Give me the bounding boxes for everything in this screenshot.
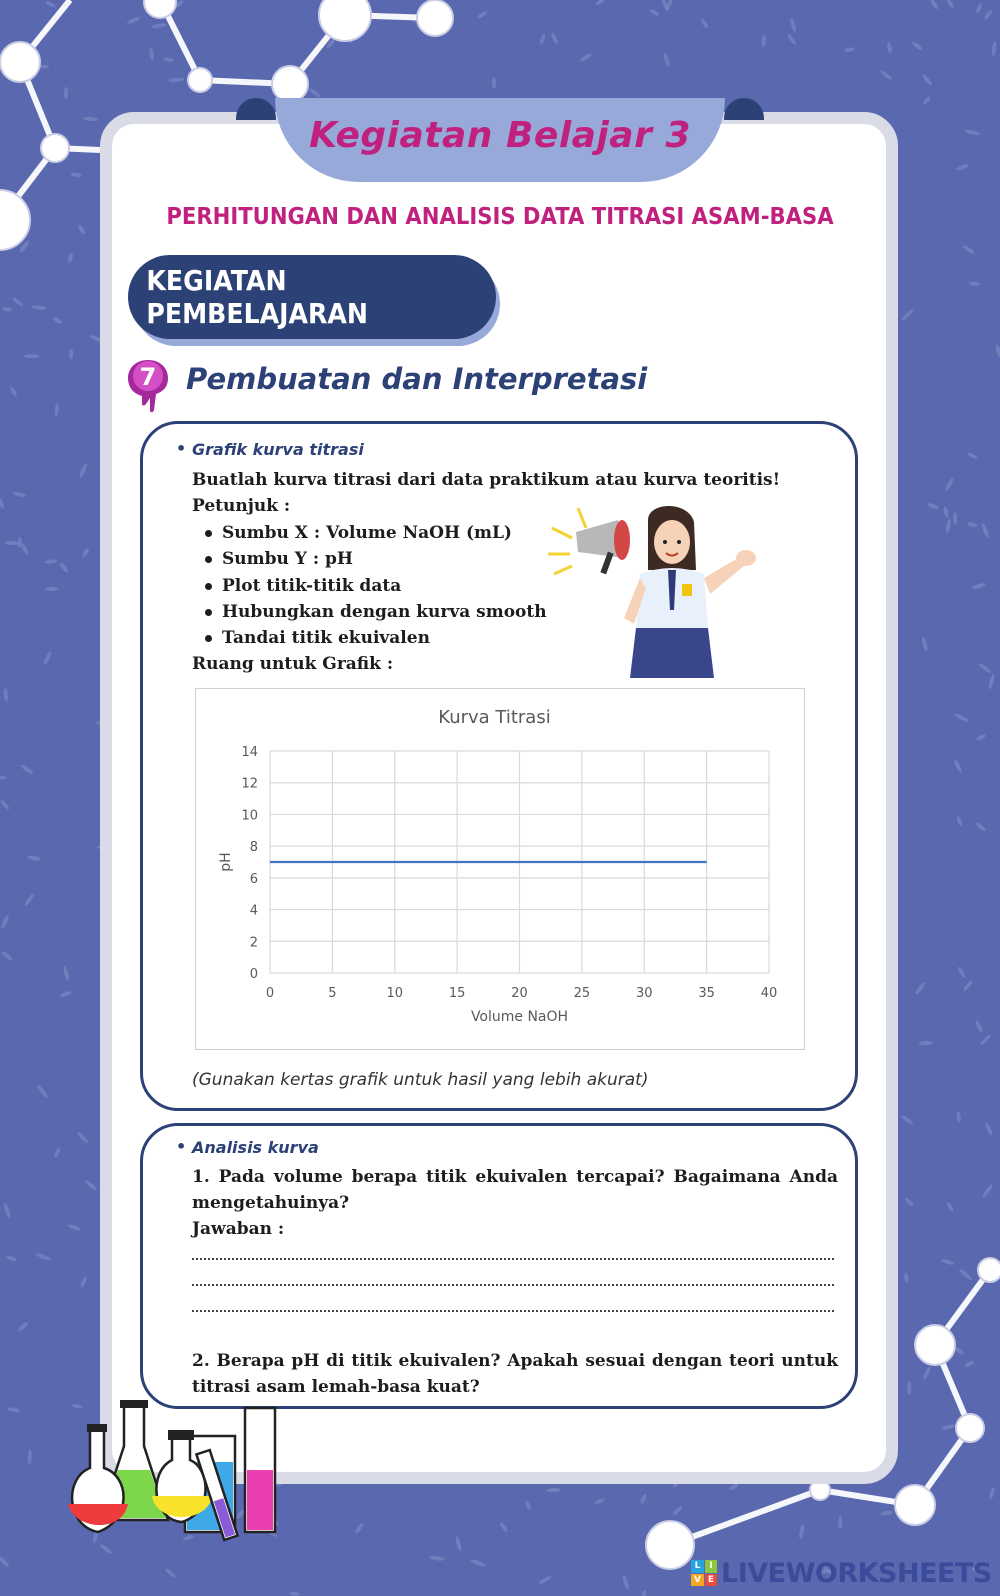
answer-line-1[interactable] [192,1258,834,1260]
answer-line-2[interactable] [192,1284,834,1286]
step-number-badge [126,358,170,414]
question-1: 1. Pada volume berapa titik ekuivalen tercapai? Bagaimana Anda mengetahuinya? [192,1167,838,1213]
list-item: Sumbu X : Volume NaOH (mL) [222,520,547,546]
list-item: Hubungkan dengan kurva smooth [222,599,547,625]
y-tick-label: 2 [249,935,258,951]
jawaban-label: Jawaban : [192,1219,285,1239]
titration-chart [195,688,805,1050]
step-number: 7 [139,363,157,391]
header-tab [275,98,725,182]
logo-letter: E [705,1574,718,1587]
lab-glassware-illustration [60,1400,295,1550]
grafik-instruction: Buatlah kurva titrasi dari data praktikum atau kurva teoritis! [192,470,781,490]
y-tick-label: 4 [249,903,258,919]
step-title: Pembuatan dan Interpretasi [186,362,648,396]
logo-letter: L [691,1560,704,1573]
x-tick-label: 15 [448,986,466,1001]
y-tick-label: 14 [241,745,258,760]
petunjuk-list [222,520,547,651]
answer-line-3[interactable] [192,1310,834,1312]
x-tick-label: 5 [328,986,337,1001]
x-tick-label: 30 [635,986,653,1001]
list-item: Plot titik-titik data [222,573,547,599]
y-tick-label: 10 [241,808,258,824]
chart-canvas [196,689,806,1051]
logo-letter: I [705,1560,718,1573]
x-tick-label: 25 [573,986,591,1001]
list-item: Sumbu Y : pH [222,546,547,572]
chart-title: Kurva Titrasi [438,707,551,728]
liveworksheets-logo [691,1560,717,1586]
liveworksheets-watermark[interactable] [691,1556,992,1590]
y-tick-label: 12 [241,776,258,792]
section-pill [128,255,496,339]
list-item: Tandai titik ekuivalen [222,625,547,651]
y-tick-label: 0 [249,967,258,982]
x-tick-label: 35 [698,986,715,1001]
ruang-grafik-label: Ruang untuk Grafik : [192,654,394,674]
lesson-subtitle: PERHITUNGAN DAN ANALISIS DATA TITRASI ASAM-BASA [166,204,834,230]
logo-letter: V [691,1574,704,1587]
petunjuk-label: Petunjuk : [192,496,291,516]
question-2: 2. Berapa pH di titik ekuivalen? Apakah sesuai dengan teori untuk titrasi asam lemah-basa kuat? [192,1351,838,1397]
analisis-heading: • Analisis kurva [192,1138,319,1157]
y-axis-label: pH [218,852,234,872]
x-tick-label: 40 [760,986,778,1001]
x-tick-label: 10 [386,986,404,1001]
y-tick-label: 6 [249,871,258,887]
lesson-title: Kegiatan Belajar 3 [309,114,691,156]
section-pill-label: KEGIATAN PEMBELAJARAN [146,264,369,330]
x-axis-label: Volume NaOH [470,1009,569,1025]
graph-paper-note: (Gunakan kertas grafik untuk hasil yang lebih akurat) [192,1070,649,1090]
x-tick-label: 20 [511,986,528,1001]
student-megaphone-illustration [548,500,788,690]
grafik-heading: • Grafik kurva titrasi [192,440,364,459]
y-tick-label: 8 [249,840,258,856]
liveworksheets-text: LIVEWORKSHEETS [721,1557,992,1589]
x-tick-label: 0 [265,986,275,1001]
